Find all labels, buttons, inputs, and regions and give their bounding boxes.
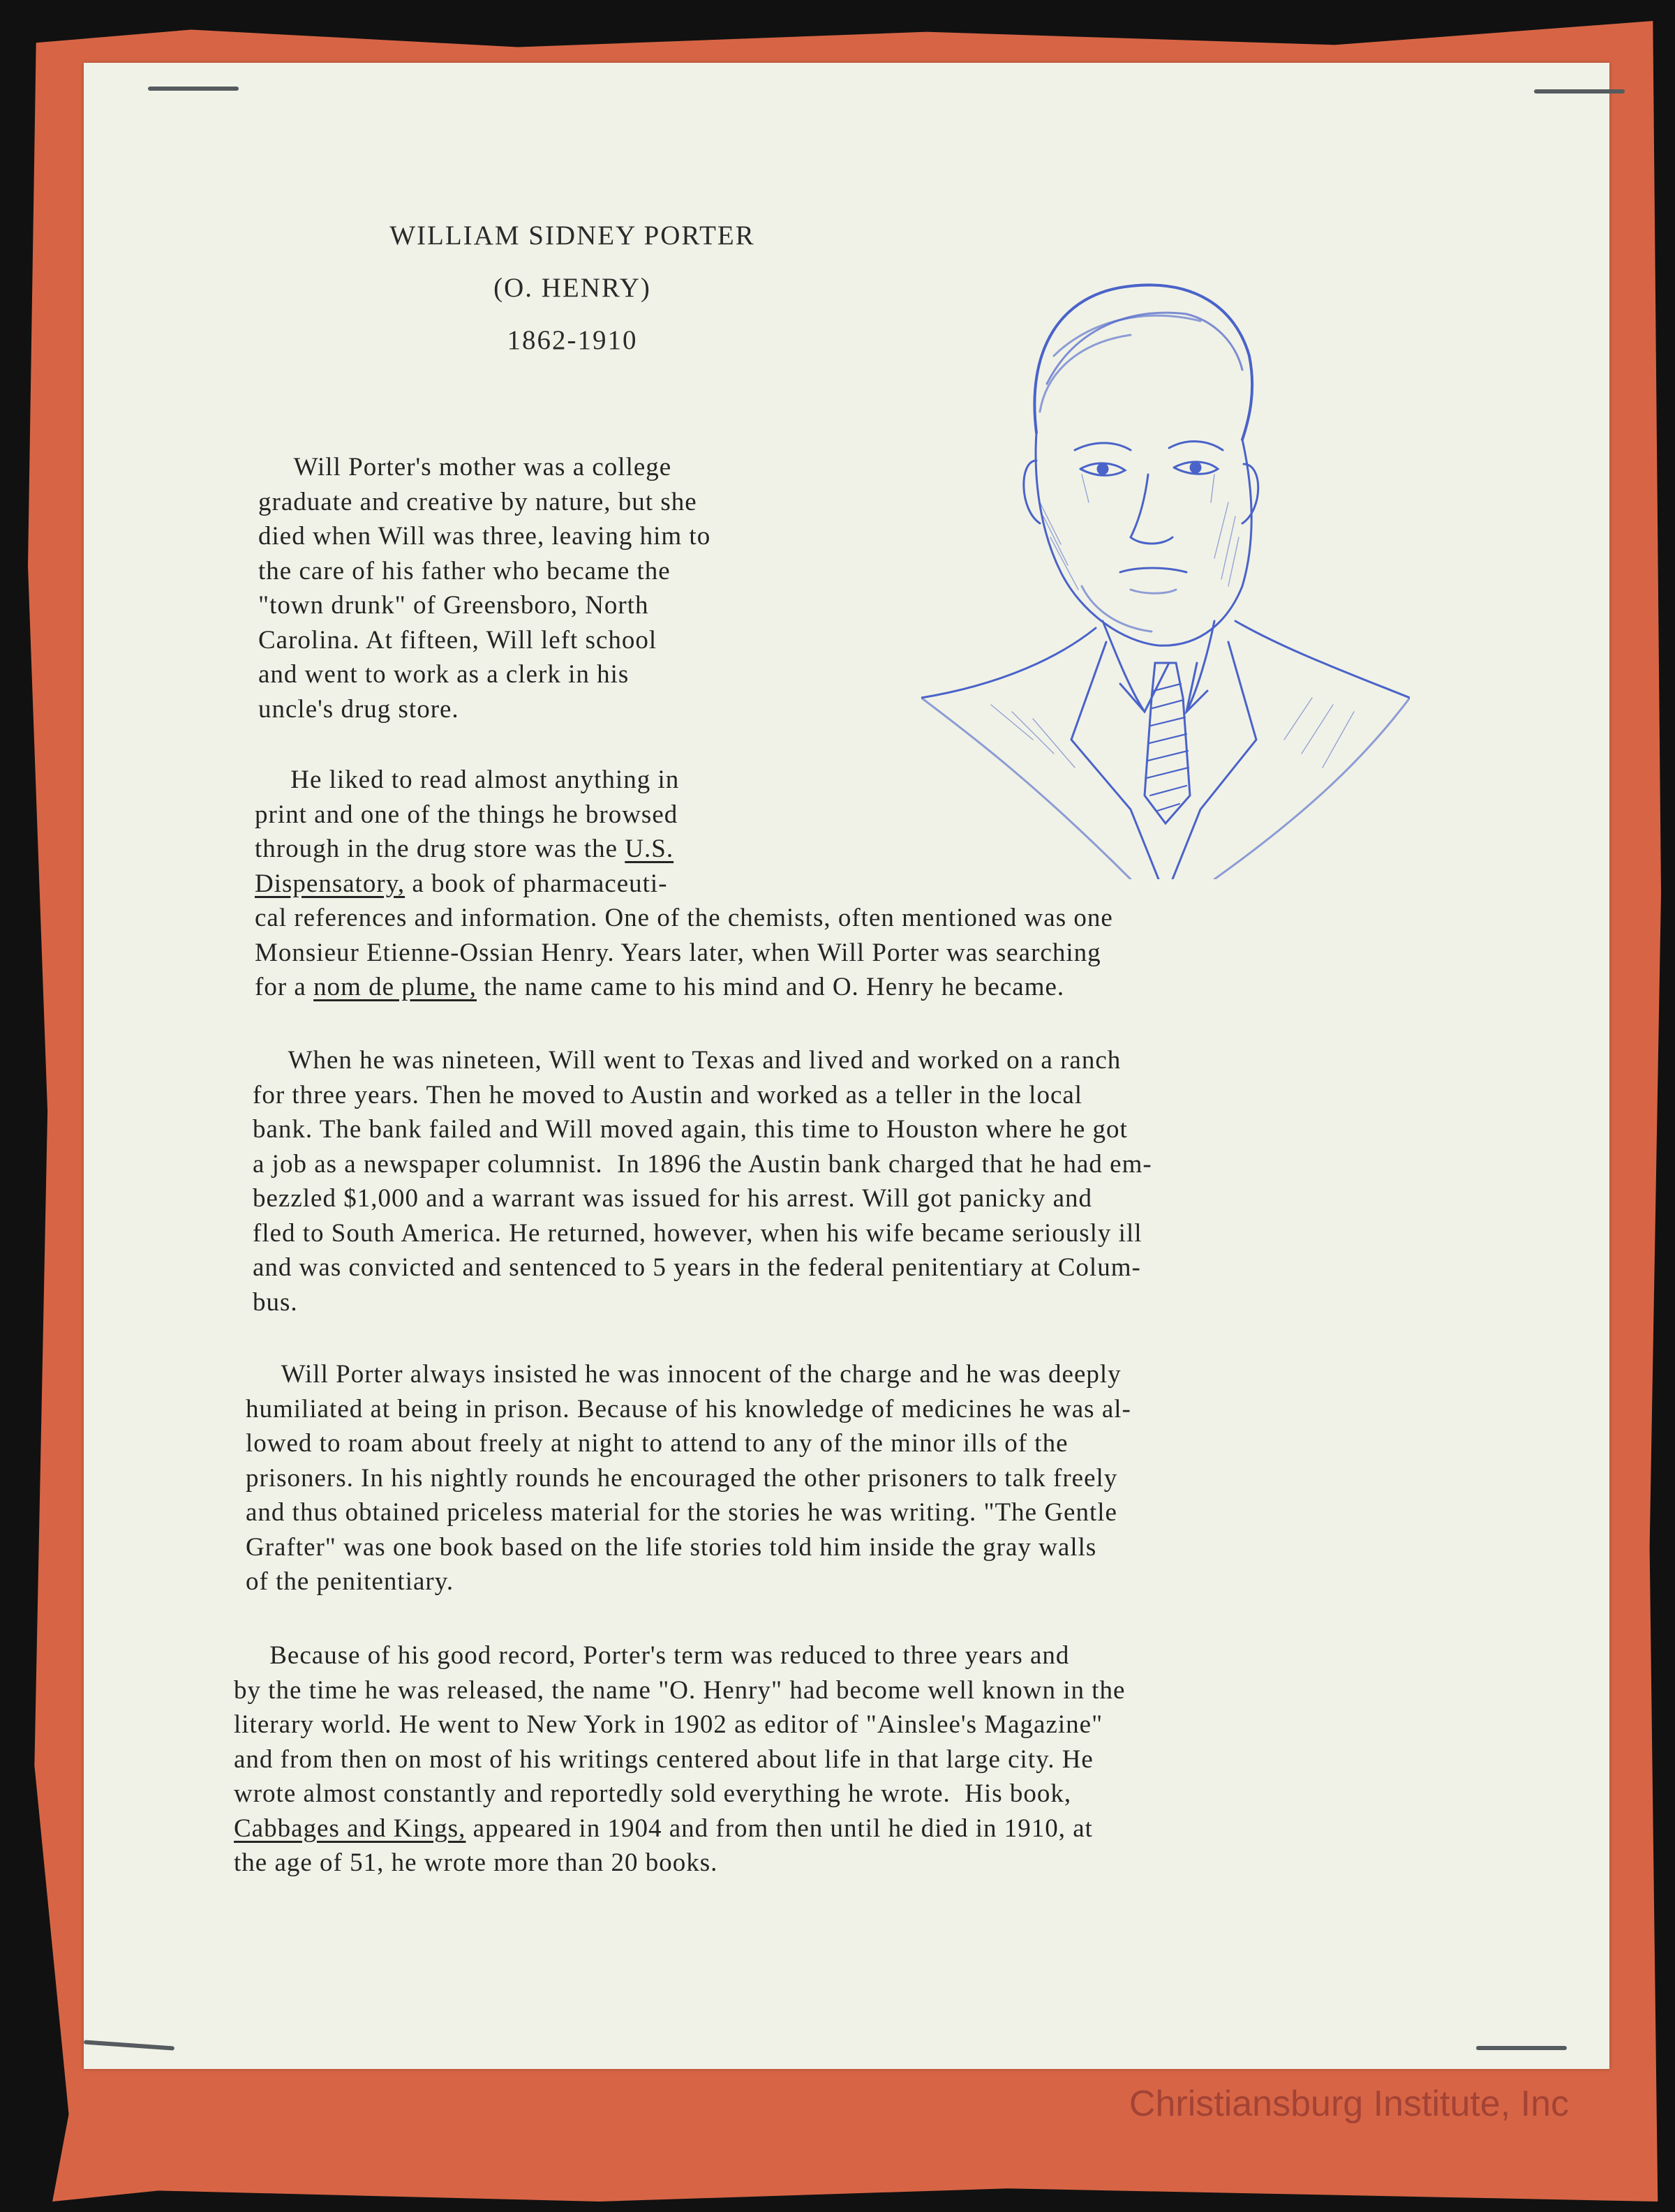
- text-line: He liked to read almost anything in: [255, 765, 680, 794]
- staple-bottom-right: [1476, 2046, 1567, 2050]
- text-line: lowed to roam about freely at night to attend to any of the minor ills of the: [246, 1429, 1069, 1458]
- text-line: of the penitentiary.: [246, 1567, 454, 1596]
- text-line: for a nom de plume, the name came to his mind and O. Henry he became.: [255, 973, 1065, 1001]
- text-line: bezzled $1,000 and a warrant was issued for his arrest. Will got panicky and: [253, 1184, 1093, 1213]
- watermark: Christiansburg Institute, Inc: [1129, 2084, 1569, 2124]
- paragraph-3: [253, 1043, 1152, 1320]
- text-line: the age of 51, he wrote more than 20 books.: [234, 1848, 718, 1877]
- text-line: died when Will was three, leaving him to: [258, 522, 711, 551]
- text-line: the care of his father who became the: [258, 556, 671, 585]
- page-title: WILLIAM SIDNEY PORTER: [389, 221, 755, 251]
- text-line: prisoners. In his nightly rounds he encouraged the other prisoners to talk freely: [246, 1463, 1118, 1493]
- staple-top-left: [148, 87, 239, 91]
- text-line: Grafter" was one book based on the life stories told him inside the gray walls: [246, 1532, 1097, 1562]
- text-line: uncle's drug store.: [258, 694, 459, 724]
- paragraph-4: [246, 1357, 1131, 1599]
- text-line: graduate and creative by nature, but she: [258, 487, 697, 516]
- text-line: bank. The bank failed and Will moved again, this time to Houston where he got: [253, 1115, 1128, 1144]
- text-line: Because of his good record, Porter's term was reduced to three years and: [234, 1641, 1070, 1670]
- text-line: bus.: [253, 1287, 298, 1317]
- text-line: a job as a newspaper columnist. In 1896 the Austin bank charged that he had em-: [253, 1149, 1152, 1179]
- text-line: Will Porter's mother was a college: [258, 453, 672, 481]
- text-line: and was convicted and sentenced to 5 years in the federal penitentiary at Colum-: [253, 1253, 1141, 1282]
- underlined-title: U.S.: [625, 835, 674, 863]
- text-line: "town drunk" of Greensboro, North: [258, 591, 649, 620]
- paragraph-1: [258, 450, 710, 726]
- text-line: and thus obtained priceless material for the stories he was writing. "The Gentle: [246, 1498, 1117, 1527]
- text-line: literary world. He went to New York in 1902 as editor of "Ainslee's Magazine": [234, 1710, 1103, 1739]
- text-line: Monsieur Etienne-Ossian Henry. Years later, when Will Porter was searching: [255, 938, 1101, 967]
- underlined-title: Cabbages and Kings,: [234, 1814, 466, 1843]
- life-dates: 1862-1910: [507, 325, 638, 355]
- text-line: by the time he was released, the name "O. Henry" had become well known in the: [234, 1675, 1126, 1705]
- text-line: for three years. Then he moved to Austin and worked as a teller in the local: [253, 1080, 1083, 1109]
- text-line: Carolina. At fifteen, Will left school: [258, 625, 657, 655]
- text-line: through in the drug store was the U.S.: [255, 835, 674, 863]
- text-line: and from then on most of his writings centered about life in that large city. He: [234, 1744, 1094, 1774]
- text-line: Cabbages and Kings, appeared in 1904 and from then until he died in 1910, at: [234, 1814, 1093, 1843]
- text-line: wrote almost constantly and reportedly sold everything he wrote. His book,: [234, 1779, 1072, 1808]
- text-line: fled to South America. He returned, however, when his wife became seriously ill: [253, 1218, 1142, 1248]
- text-line: When he was nineteen, Will went to Texas and lived and worked on a ranch: [253, 1046, 1122, 1075]
- staple-top-right: [1534, 89, 1625, 94]
- paragraph-5: [234, 1638, 1125, 1881]
- text-line: Will Porter always insisted he was innocent of the charge and he was deeply: [246, 1360, 1122, 1389]
- staple-bottom-left: [84, 2040, 174, 2050]
- paragraph-2: [255, 763, 1113, 1005]
- text-line: and went to work as a clerk in his: [258, 660, 630, 689]
- text-line: cal references and information. One of the chemists, often mentioned was one: [255, 904, 1113, 932]
- underlined-title: Dispensatory,: [255, 869, 405, 898]
- text-line: print and one of the things he browsed: [255, 800, 678, 829]
- title-block: [223, 209, 921, 366]
- text-line: Dispensatory, a book of pharmaceuti-: [255, 869, 668, 898]
- underlined-phrase: nom de plume,: [313, 973, 477, 1001]
- text-line: humiliated at being in prison. Because of his knowledge of medicines he was al-: [246, 1394, 1131, 1423]
- page-subtitle: (O. HENRY): [493, 273, 651, 303]
